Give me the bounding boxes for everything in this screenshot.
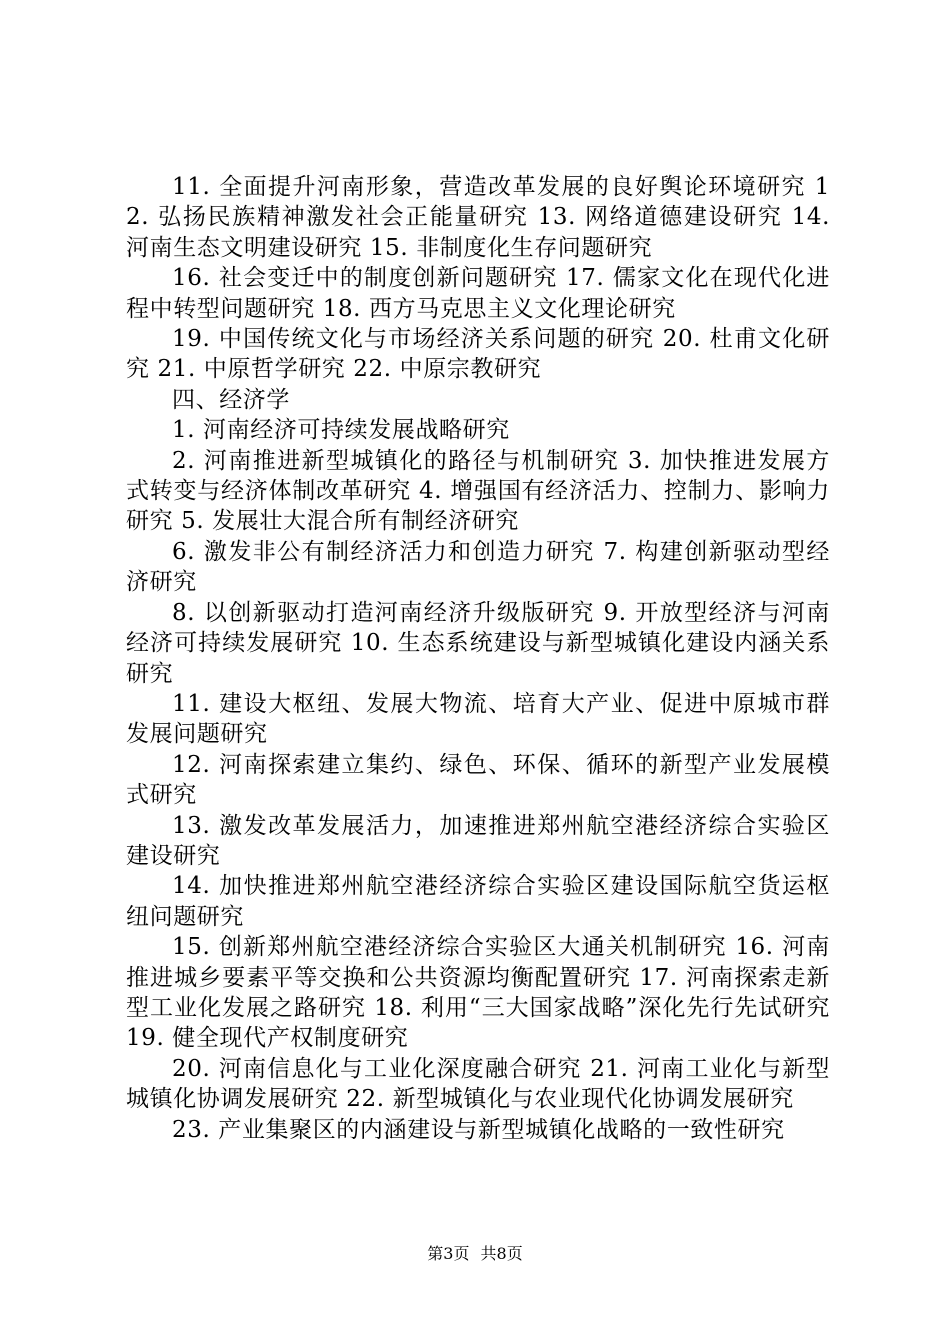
paragraph: 19. 中国传统文化与市场经济关系问题的研究 20. 杜甫文化研究 21. 中原哲学研究 22. 中原宗教研究 (126, 326, 830, 383)
paragraph: 23. 产业集聚区的内涵建设与新型城镇化战略的一致性研究 (172, 1116, 785, 1143)
page-total: 共8页 (480, 1244, 523, 1263)
paragraph: 11. 全面提升河南形象，营造改革发展的良好舆论环境研究 12. 弘扬民族精神激发社会正能量研究 13. 网络道德建设研究 14. 河南生态文明建设研究 15. 非制度化生存问题研究 (126, 174, 830, 261)
document-body (126, 172, 830, 1145)
paragraph: 15. 创新郑州航空港经济综合实验区大通关机制研究 16. 河南推进城乡要素平等交换和公共资源均衡配置研究 17. 河南探索走新型工业化发展之路研究 18. 利用“三大国家战略”深化先行先试研究 19. 健全现代产权制度研究 (126, 934, 830, 1052)
paragraph: 13. 激发改革发展活力，加速推进郑州航空港经济综合实验区建设研究 (126, 812, 830, 869)
page-footer (0, 1244, 950, 1264)
paragraph: 6. 激发非公有制经济活力和创造力研究 7. 构建创新驱动型经济研究 (126, 538, 830, 596)
paragraph: 12. 河南探索建立集约、绿色、环保、循环的新型产业发展模式研究 (126, 751, 830, 809)
paragraph: 16. 社会变迁中的制度创新问题研究 17. 儒家文化在现代化进程中转型问题研究 18. 西方马克思主义文化理论研究 (126, 265, 830, 322)
page-number: 第3页 (427, 1244, 470, 1263)
paragraph: 2. 河南推进新型城镇化的路径与机制研究 3. 加快推进发展方式转变与经济体制改革研究 4. 增强国有经济活力、控制力、影响力研究 5. 发展壮大混合所有制经济研究 (126, 447, 830, 535)
paragraph: 1. 河南经济可持续发展战略研究 (172, 417, 510, 444)
section-heading: 四、经济学 (172, 386, 290, 413)
paragraph: 14. 加快推进郑州航空港经济综合实验区建设国际航空货运枢纽问题研究 (126, 873, 830, 930)
paragraph: 11. 建设大枢纽、发展大物流、培育大产业、促进中原城市群发展问题研究 (126, 690, 830, 748)
paragraph: 8. 以创新驱动打造河南经济升级版研究 9. 开放型经济与河南经济可持续发展研究 10. 生态系统建设与新型城镇化建设内涵关系研究 (126, 599, 830, 687)
paragraph: 20. 河南信息化与工业化深度融合研究 21. 河南工业化与新型城镇化协调发展研究 22. 新型城镇化与农业现代化协调发展研究 (126, 1055, 830, 1113)
